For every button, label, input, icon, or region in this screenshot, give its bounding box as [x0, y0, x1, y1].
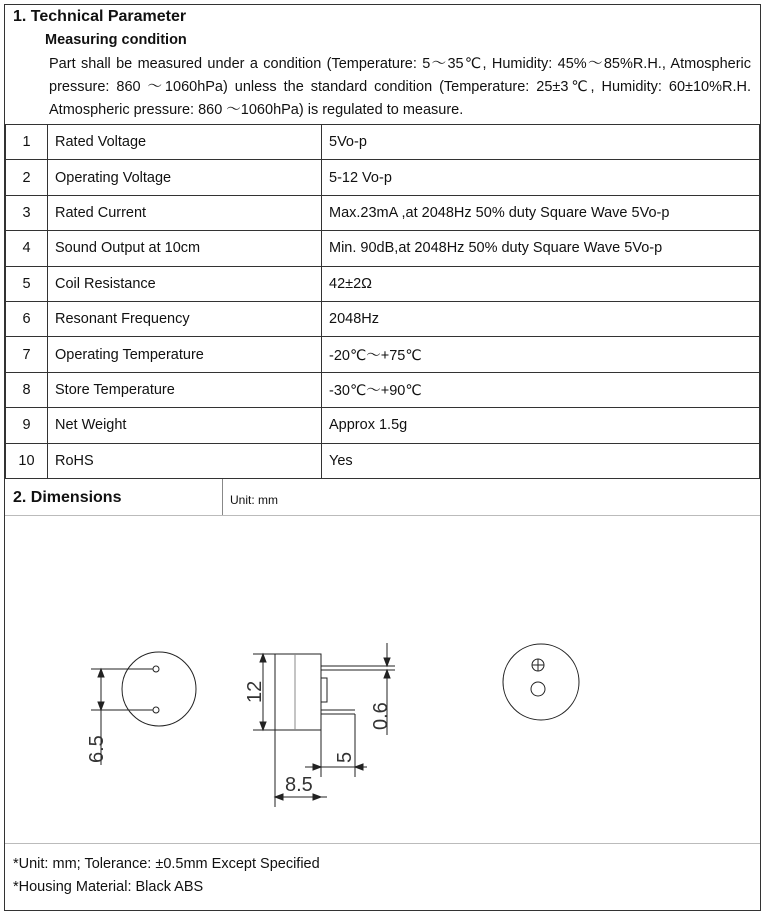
parameter-name: RoHS — [48, 443, 322, 478]
material-note: *Housing Material: Black ABS — [13, 879, 204, 895]
unit-label: Unit: mm — [230, 493, 278, 507]
pin-length-label: 5 — [334, 751, 356, 763]
parameter-name: Sound Output at 10cm — [48, 231, 322, 266]
table-row — [6, 195, 760, 230]
table-row — [6, 160, 760, 195]
row-number: 3 — [6, 195, 48, 230]
pin-hole-bottom — [153, 707, 159, 713]
notes — [13, 853, 320, 899]
parameter-name: Operating Temperature — [48, 337, 322, 372]
parameter-value: 42±2Ω — [322, 266, 760, 301]
parameter-value: 2048Hz — [322, 301, 760, 336]
parameter-name: Operating Voltage — [48, 160, 322, 195]
table-row — [6, 231, 760, 266]
table-row — [6, 301, 760, 336]
dimension-drawing — [5, 525, 760, 845]
section1-title: 1. Technical Parameter — [13, 8, 187, 25]
parameter-value: 5Vo-p — [322, 125, 760, 160]
arrow-head — [355, 764, 363, 770]
parameter-name: Rated Voltage — [48, 125, 322, 160]
row-number: 7 — [6, 337, 48, 372]
parameter-value: Yes — [322, 443, 760, 478]
arrow-head — [384, 658, 390, 666]
parameter-value: -20℃～+75℃ — [322, 337, 760, 372]
measuring-condition-text: Part shall be measured under a condition (Temperature: 5～35℃, Humidity: 45%～85%R.H., Atmospheric pressure: 860 ～1060hPa) unless the standard condition (Temperature: 25±3℃, Humidity: 60±10%R.H. Atmospheric pressure: 860 ～1060hPa) is regulated to measure. — [49, 56, 751, 118]
arrow-head — [98, 669, 104, 677]
arrow-head — [260, 722, 266, 730]
parameter-value: Approx 1.5g — [322, 408, 760, 443]
pin-hole-top — [153, 666, 159, 672]
row-number: 5 — [6, 266, 48, 301]
row-number: 6 — [6, 301, 48, 336]
side-view-body — [275, 654, 321, 730]
parameter-name: Coil Resistance — [48, 266, 322, 301]
table-row — [6, 125, 760, 160]
parameter-value: -30℃～+90℃ — [322, 372, 760, 407]
header-rule — [5, 515, 760, 516]
parameter-table — [5, 124, 760, 479]
top-view-body — [503, 644, 579, 720]
parameter-name: Store Temperature — [48, 372, 322, 407]
table-row — [6, 372, 760, 407]
body-width-label: 8.5 — [285, 774, 313, 796]
parameter-name: Resonant Frequency — [48, 301, 322, 336]
table-row — [6, 443, 760, 478]
dimensions-section-header — [5, 479, 760, 519]
parameter-name: Net Weight — [48, 408, 322, 443]
footer-rule — [5, 843, 760, 844]
header-divider — [222, 479, 223, 515]
top-view — [503, 644, 579, 720]
arrow-head — [313, 764, 321, 770]
arrow-head — [313, 794, 321, 800]
row-number: 4 — [6, 231, 48, 266]
table-row — [6, 266, 760, 301]
row-number: 8 — [6, 372, 48, 407]
row-number: 1 — [6, 125, 48, 160]
height-label: 12 — [244, 680, 266, 703]
arrow-head — [384, 670, 390, 678]
row-number: 9 — [6, 408, 48, 443]
measuring-condition-heading: Measuring condition — [45, 32, 187, 48]
pin-diameter-label: 0.6 — [370, 702, 392, 730]
tolerance-note: *Unit: mm; Tolerance: ±0.5mm Except Specified — [13, 856, 320, 872]
row-number: 10 — [6, 443, 48, 478]
section2-title: 2. Dimensions — [13, 489, 122, 506]
arrow-head — [260, 654, 266, 662]
parameter-value: 5-12 Vo-p — [322, 160, 760, 195]
table-row — [6, 408, 760, 443]
sound-hole — [531, 682, 545, 696]
table-row — [6, 337, 760, 372]
spec-sheet — [4, 4, 761, 911]
parameter-value: Min. 90dB,at 2048Hz 50% duty Square Wave 5Vo-p — [322, 231, 760, 266]
parameter-value: Max.23mA ,at 2048Hz 50% duty Square Wave 5Vo-p — [322, 195, 760, 230]
arrow-head — [98, 702, 104, 710]
arrow-head — [275, 794, 283, 800]
terminal-block — [321, 678, 327, 702]
parameter-name: Rated Current — [48, 195, 322, 230]
pin-spacing-label: 6.5 — [86, 735, 108, 763]
bottom-view-body — [122, 652, 196, 726]
technical-parameter-section — [5, 5, 760, 124]
row-number: 2 — [6, 160, 48, 195]
